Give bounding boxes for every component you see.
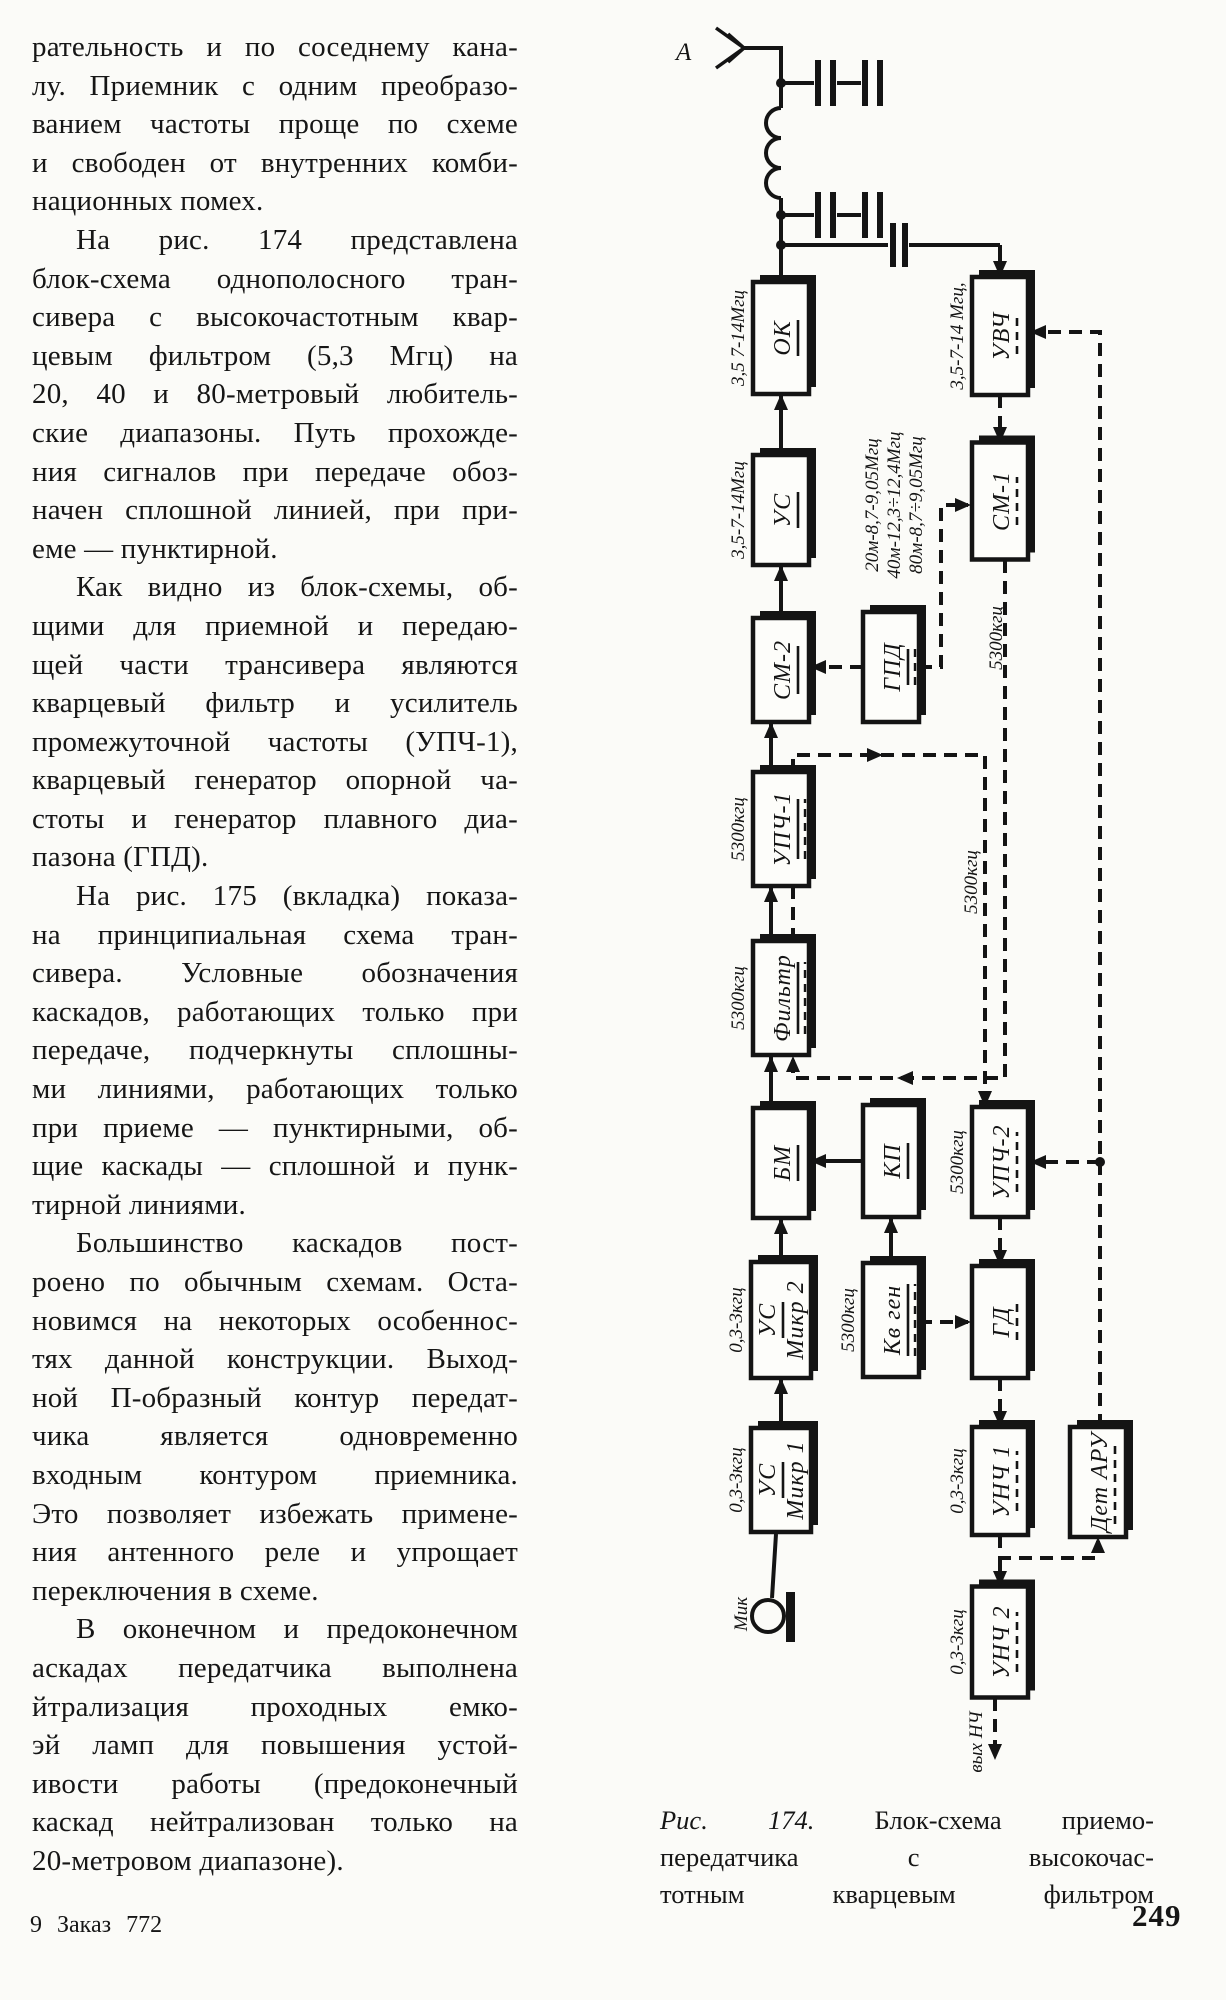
freq-label-filtr xyxy=(728,966,749,1030)
freq-label-text: 0,3-3кгц xyxy=(726,1287,747,1353)
caption-line: тотным кварцевым фильтром xyxy=(660,1879,1154,1909)
capacitor-icon xyxy=(830,60,836,106)
text-line: пазона (ГПД). xyxy=(32,841,209,874)
microphone-icon xyxy=(786,1592,795,1642)
freq-label-text: 3,5-7-14 Мгц, xyxy=(947,282,968,390)
block-label-text: Микр 1 xyxy=(783,1440,809,1520)
freq-label-upch1 xyxy=(728,797,749,861)
block-label-text: СМ-2 xyxy=(770,640,796,700)
text-line: чика является одновременно xyxy=(32,1420,518,1453)
text-line: начен сплошной линией, при при- xyxy=(32,494,518,527)
arrowhead xyxy=(774,565,788,581)
text-line: национных помех. xyxy=(32,185,264,218)
freq-label-text: 0,3-3кгц xyxy=(947,1609,968,1675)
text-line: аскадах передатчика выполнена xyxy=(32,1651,518,1684)
output-label xyxy=(966,1711,987,1773)
text-line: кварцевый фильтр и усилитель xyxy=(32,687,518,720)
page-number: 249 xyxy=(1132,1898,1182,1933)
text-line: сивера. Условные обозначения xyxy=(32,957,518,990)
block-label-unch1 xyxy=(989,1444,1017,1517)
text-line: цевым фильтром (5,3 Мгц) на xyxy=(32,339,518,372)
freq-label-text: 3,5 7-14Мгц xyxy=(728,289,749,387)
block-label-gd xyxy=(989,1304,1017,1340)
text-line: роено по обычным схемам. Оста- xyxy=(32,1266,518,1298)
arrowhead xyxy=(884,1217,898,1233)
text-line: ми линиями, работающих только xyxy=(32,1073,518,1106)
arrowhead xyxy=(955,498,971,512)
text-line: ванием частоты проще по схеме xyxy=(32,108,518,141)
figure-number: Рис. 174. xyxy=(660,1805,815,1835)
block-label-bm xyxy=(770,1144,798,1182)
coil-icon xyxy=(766,108,781,198)
capacitor-icon xyxy=(815,192,821,238)
capacitor-icon xyxy=(830,192,836,238)
text-line: сивера с высокочастотным квар- xyxy=(32,301,518,334)
gpd-freq-note-text: 40м-12,3÷12,4Мгц xyxy=(884,431,905,579)
text-line: блок-схема однополосного тран- xyxy=(32,262,518,295)
block-label-text: КП xyxy=(880,1143,906,1179)
text-line: тирной линиями. xyxy=(32,1188,246,1221)
block-label-upch2 xyxy=(989,1124,1017,1199)
text-line: щие каскады — сплошной и пунк- xyxy=(32,1150,518,1183)
caption-line xyxy=(660,1802,1154,1839)
text-line: передаче, подчеркнуты сплошны- xyxy=(32,1034,518,1067)
arrowhead xyxy=(786,1056,800,1072)
text-line: эй ламп для повышения устой- xyxy=(32,1729,518,1762)
freq-label-text: 5300кгц xyxy=(947,1130,968,1194)
text-line: лу. Приемник с одним преобразо- xyxy=(32,69,518,102)
arrowhead xyxy=(764,1056,778,1072)
block-label-text: ОК xyxy=(770,320,796,356)
arrowhead xyxy=(897,1071,913,1085)
text-line: каскадов, работающих только при xyxy=(32,995,518,1028)
capacitor-icon xyxy=(902,223,908,267)
text-line: щими для приемной и передаю- xyxy=(32,609,518,642)
caption-text: Блок-схема приемо- xyxy=(874,1805,1154,1835)
caption-line: передатчика с высокочас- xyxy=(660,1842,1154,1872)
signal-line xyxy=(793,755,985,1105)
line-label-text: 5300кгц xyxy=(961,850,982,914)
freq-label-usm1 xyxy=(726,1447,747,1512)
mic-label-text: Мик xyxy=(731,1596,752,1632)
text-line: еме — пунктирной. xyxy=(32,532,278,565)
text-line: переключения в схеме. xyxy=(32,1574,319,1607)
gpd-freq-note-text: 20м-8,7-9,05Мгц xyxy=(862,438,883,572)
print-order-note: 9 Заказ 772 xyxy=(30,1912,163,1938)
block-label-det xyxy=(1087,1430,1115,1534)
text-line: ния сигналов при передаче обоз- xyxy=(32,455,518,488)
block-label-kp xyxy=(880,1143,908,1180)
text-line: стоты и генератор плавного диа- xyxy=(32,802,518,835)
signal-line xyxy=(744,48,781,108)
gpd-freq-note-text: 80м-8,7÷9,05Мгц xyxy=(906,436,927,574)
freq-label-text: 5300кгц xyxy=(838,1288,859,1352)
text-line: ивости работы (предоконечный xyxy=(32,1767,518,1800)
junction-dot xyxy=(776,240,786,250)
block-label-text: Микр 2 xyxy=(783,1280,809,1360)
output-label-text: вых НЧ xyxy=(966,1711,987,1773)
block-label-text: УВЧ xyxy=(989,311,1015,361)
freq-label-text: 5300кгц xyxy=(728,966,749,1030)
block-label-text: УС xyxy=(755,1462,781,1498)
microphone-icon xyxy=(752,1600,784,1632)
block-label-sm1 xyxy=(989,471,1017,531)
text-line: при приеме — пунктирными, об- xyxy=(32,1111,518,1144)
block-label-text: УНЧ 2 xyxy=(989,1605,1015,1679)
text-line: 20-метровом диапазоне). xyxy=(32,1844,344,1877)
block-label-us xyxy=(770,492,798,528)
text-line: щей части трансивера являются xyxy=(32,648,518,681)
block-label-unch2 xyxy=(989,1605,1017,1678)
text-line: промежуточной частоты (УПЧ-1), xyxy=(32,725,518,758)
text-line: ния антенного реле и упрощает xyxy=(32,1536,518,1569)
text-line: ские диапазоны. Путь прохожде- xyxy=(32,416,518,449)
text-line: 20, 40 и 80-метровый любитель- xyxy=(32,378,518,411)
freq-label-text: 0,3-3кгц xyxy=(726,1447,747,1513)
text-line: Большинство каскадов пост- xyxy=(76,1227,518,1260)
block-label-text: БМ xyxy=(770,1144,796,1182)
freq-label-unch2 xyxy=(947,1609,968,1674)
arrowhead xyxy=(774,1378,788,1394)
text-line: йтрализация проходных емко- xyxy=(32,1690,518,1723)
arrowhead xyxy=(774,1218,788,1234)
block-label-text: УС xyxy=(770,492,796,528)
text-line: входным контуром приемника. xyxy=(32,1458,518,1491)
mic-label xyxy=(731,1596,752,1632)
block-label-text: УПЧ-2 xyxy=(989,1124,1015,1200)
freq-label-unch1 xyxy=(947,1448,968,1513)
freq-label-uvch xyxy=(947,282,968,390)
text-line: На рис. 175 (вкладка) показа- xyxy=(76,880,518,913)
block-label-sm2 xyxy=(770,640,798,700)
freq-label-kvgen xyxy=(838,1288,859,1352)
block-diagram xyxy=(530,0,1226,1800)
antenna-label: А xyxy=(676,39,692,66)
text-line: ной П-образный контур передат- xyxy=(32,1381,518,1414)
capacitor-icon xyxy=(862,60,868,106)
body-text-column xyxy=(32,28,518,1881)
text-line: на принципиальная схема тран- xyxy=(32,918,518,951)
freq-label-ok xyxy=(728,290,749,387)
block-label-text: УПЧ-1 xyxy=(770,791,796,867)
arrowhead xyxy=(764,886,778,902)
text-line: Это позволяет избежать примене- xyxy=(32,1497,518,1530)
text-line: кварцевый генератор опорной ча- xyxy=(32,764,518,797)
capacitor-icon xyxy=(877,192,883,238)
line-label xyxy=(986,606,1007,670)
block-label-uvch xyxy=(989,311,1017,360)
signal-line xyxy=(1032,332,1100,1427)
text-line: новимся на некоторых особеннос- xyxy=(32,1304,518,1337)
block-label-text: ГПД xyxy=(880,642,906,692)
freq-label-text: 3,5-7-14Мгц xyxy=(728,461,749,559)
arrowhead xyxy=(988,1744,1002,1760)
block-label-text: УНЧ 1 xyxy=(989,1444,1015,1518)
antenna-icon xyxy=(716,28,744,68)
signal-line xyxy=(772,1534,776,1598)
capacitor-icon xyxy=(815,60,821,106)
block-label-text: Фильтр xyxy=(770,954,796,1042)
arrowhead xyxy=(1091,1537,1105,1553)
block-label-text: Дет АРУ xyxy=(1087,1432,1113,1532)
text-line: рательность и по соседнему кана- xyxy=(32,31,518,63)
freq-label-usm2 xyxy=(726,1287,747,1352)
text-line: тях данной конструкции. Выход- xyxy=(32,1343,518,1376)
text-line: В оконечном и предоконечном xyxy=(76,1613,518,1646)
capacitor-icon xyxy=(890,223,896,267)
block-label-text: Кв ген xyxy=(880,1284,906,1356)
freq-label-us xyxy=(728,461,749,560)
capacitor-icon xyxy=(877,60,883,106)
gpd-freq-note xyxy=(884,431,905,578)
figure-caption xyxy=(660,1802,1154,1913)
text-line: Как видно из блок-схемы, об- xyxy=(76,571,518,604)
text-line: каскад нейтрализован только на xyxy=(32,1806,518,1839)
line-label xyxy=(961,850,982,914)
arrowhead xyxy=(764,722,778,738)
block-label-text: УС xyxy=(755,1302,781,1338)
junction-dot xyxy=(776,78,786,88)
block-label-text: ГД xyxy=(989,1306,1015,1338)
arrowhead xyxy=(867,748,883,762)
gpd-freq-note xyxy=(862,438,883,572)
capacitor-icon xyxy=(862,192,868,238)
text-line: и свободен от внутренних комби- xyxy=(32,146,518,179)
arrowhead xyxy=(774,394,788,410)
arrowhead xyxy=(955,1315,971,1329)
freq-label-upch2 xyxy=(947,1130,968,1194)
gpd-freq-note xyxy=(906,436,927,574)
text-line: На рис. 174 представлена xyxy=(76,223,518,256)
freq-label-text: 0,3-3кгц xyxy=(947,1448,968,1514)
block-label-text: СМ-1 xyxy=(989,471,1015,531)
freq-label-text: 5300кгц xyxy=(728,797,749,861)
line-label-text: 5300кгц xyxy=(986,606,1007,670)
block-label-ok xyxy=(770,319,798,356)
junction-dot xyxy=(1095,1157,1105,1167)
junction-dot xyxy=(776,210,786,220)
